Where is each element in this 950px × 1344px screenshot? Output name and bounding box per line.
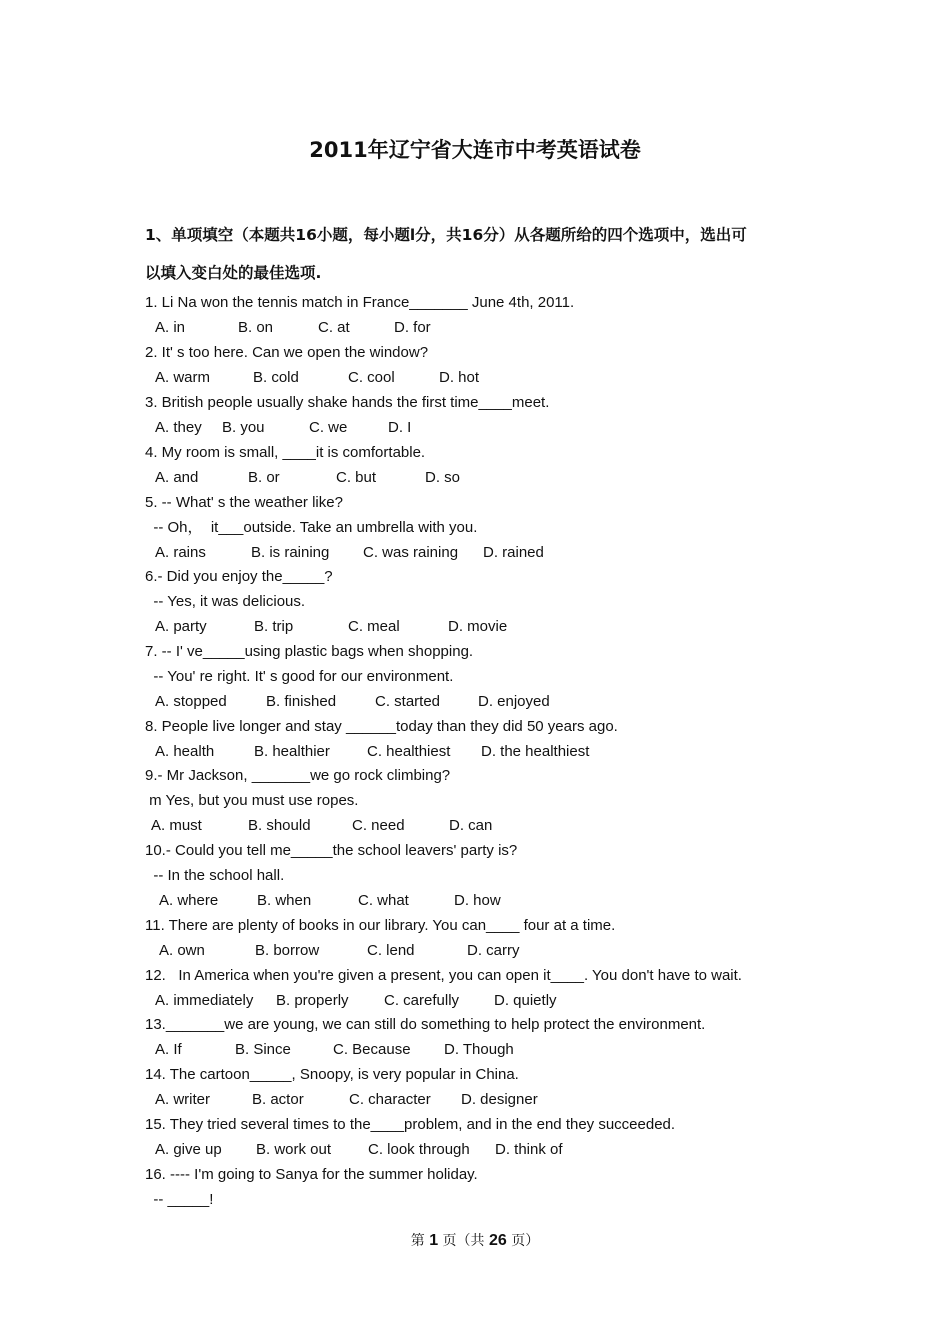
question-10-line-2: -- In the school hall. [145, 867, 285, 884]
question-14-line-1: 14. The cartoon_____, Snoopy, is very popular in China. [145, 1066, 519, 1083]
question-1-line-1: 1. Li Na won the tennis match in France_______ June 4th, 2011. [145, 294, 575, 311]
question-14-option-a: A. writer [155, 1091, 211, 1108]
question-7-line-2: -- You' re right. It' s good for our environment. [145, 668, 454, 685]
question-11-option-a: A. own [159, 942, 205, 959]
question-10-option-a: A. where [159, 892, 219, 909]
question-1-option-b: B. on [238, 319, 274, 336]
question-4-line-1: 4. My room is small, ____it is comfortable. [145, 444, 426, 461]
footer-suffix: 页） [511, 1233, 540, 1249]
question-9-line-1: 9.- Mr Jackson, _______we go rock climbing? [145, 767, 451, 784]
question-15-option-b: B. work out [256, 1141, 332, 1158]
question-7-option-a: A. stopped [155, 693, 227, 710]
question-14-option-b: B. actor [252, 1091, 304, 1108]
question-11-option-b: B. borrow [255, 942, 320, 959]
question-5-option-d: D. rained [483, 544, 544, 561]
question-13-option-a: A. If [155, 1041, 182, 1058]
question-15-option-d: D. think of [495, 1141, 563, 1158]
question-14-option-d: D. designer [461, 1091, 538, 1108]
question-6-option-b: B. trip [254, 618, 294, 635]
question-3-option-d: D. I [388, 419, 412, 436]
question-15-option-c: C. look through [368, 1141, 470, 1158]
question-5-line-2: -- Oh， it___outside. Take an umbrella with you. [145, 519, 478, 536]
question-2-option-a: A. warm [155, 369, 211, 386]
question-12-option-b: B. properly [276, 992, 349, 1009]
page-footer [0, 1230, 950, 1250]
question-4-option-c: C. but [336, 469, 377, 486]
question-10-line-1: 10.- Could you tell me_____the school leavers' party is? [145, 842, 518, 859]
question-3-option-a: A. they [155, 419, 202, 436]
question-7-line-1: 7. -- I' ve_____using plastic bags when shopping. [145, 643, 474, 660]
question-10-option-c: C. what [358, 892, 409, 909]
question-12-line-1: 12. In America when you're given a present, you can open it____. You don't have to wait. [145, 967, 742, 984]
question-5-option-c: C. was raining [363, 544, 459, 561]
footer-middle: 页（共 [442, 1233, 485, 1249]
question-14-option-c: C. character [349, 1091, 431, 1108]
question-4-option-a: A. and [155, 469, 199, 486]
question-1-option-d: D. for [394, 319, 431, 336]
footer-page-number: 1 [429, 1232, 439, 1249]
question-5-line-1: 5. -- What' s the weather like? [145, 494, 343, 511]
question-1-option-a: A. in [155, 319, 186, 336]
question-7-option-d: D. enjoyed [478, 693, 550, 710]
question-4-option-d: D. so [425, 469, 461, 486]
question-3-option-b: B. you [222, 419, 265, 436]
question-8-option-b: B. healthier [254, 743, 330, 760]
question-6-line-2: -- Yes, it was delicious. [145, 593, 306, 610]
question-13-option-c: C. Because [333, 1041, 411, 1058]
question-13-line-1: 13._______we are young, we can still do something to help protect the environment. [145, 1016, 706, 1033]
question-16-line-1: 16. ---- I'm going to Sanya for the summer holiday. [145, 1166, 478, 1183]
footer-total-pages: 26 [489, 1232, 507, 1249]
section-heading-line2: 以填入变白处的最佳选项. [145, 264, 322, 282]
question-9-option-c: C. need [352, 817, 405, 834]
question-11-option-c: C. lend [367, 942, 415, 959]
question-3-option-c: C. we [309, 419, 348, 436]
question-15-option-a: A. give up [155, 1141, 222, 1158]
question-5-option-b: B. is raining [251, 544, 330, 561]
question-8-option-a: A. health [155, 743, 215, 760]
question-15-line-1: 15. They tried several times to the____problem, and in the end they succeeded. [145, 1116, 676, 1133]
question-2-option-c: C. cool [348, 369, 395, 386]
question-8-line-1: 8. People live longer and stay ______today than they did 50 years ago. [145, 718, 618, 735]
question-6-option-d: D. movie [448, 618, 508, 635]
question-11-line-1: 11. There are plenty of books in our library. You can____ four at a time. [145, 917, 616, 934]
question-12-option-c: C. carefully [384, 992, 460, 1009]
question-10-option-d: D. how [454, 892, 501, 909]
question-16-line-2: -- _____! [145, 1191, 214, 1208]
question-6-line-1: 6.- Did you enjoy the_____? [145, 568, 333, 585]
question-9-option-d: D. can [449, 817, 493, 834]
question-7-option-c: C. started [375, 693, 441, 710]
question-3-line-1: 3. British people usually shake hands the first time____meet. [145, 394, 550, 411]
question-6-option-c: C. meal [348, 618, 400, 635]
question-8-option-d: D. the healthiest [481, 743, 590, 760]
question-13-option-b: B. Since [235, 1041, 291, 1058]
question-12-option-d: D. quietly [494, 992, 557, 1009]
question-13-option-d: D. Though [444, 1041, 514, 1058]
question-8-option-c: C. healthiest [367, 743, 451, 760]
question-10-option-b: B. when [257, 892, 312, 909]
question-9-line-2: m Yes, but you must use ropes. [145, 792, 359, 809]
question-6-option-a: A. party [155, 618, 207, 635]
question-2-option-b: B. cold [253, 369, 299, 386]
question-1-option-c: C. at [318, 319, 350, 336]
question-5-option-a: A. rains [155, 544, 206, 561]
question-12-option-a: A. immediately [155, 992, 254, 1009]
section-heading-line1: 1、单项填空（本题共16小题，每小题l分，共16分）从各题所给的四个选项中，选出可 [145, 226, 747, 244]
question-4-option-b: B. or [248, 469, 280, 486]
footer-prefix: 第 [410, 1233, 425, 1249]
question-2-option-d: D. hot [439, 369, 480, 386]
exam-title: 2011年辽宁省大连市中考英语试卷 [309, 138, 641, 162]
question-9-option-a: A. must [151, 817, 202, 834]
question-11-option-d: D. carry [467, 942, 520, 959]
question-7-option-b: B. finished [266, 693, 337, 710]
question-2-line-1: 2. It' s too here. Can we open the window? [145, 344, 429, 361]
question-9-option-b: B. should [248, 817, 311, 834]
